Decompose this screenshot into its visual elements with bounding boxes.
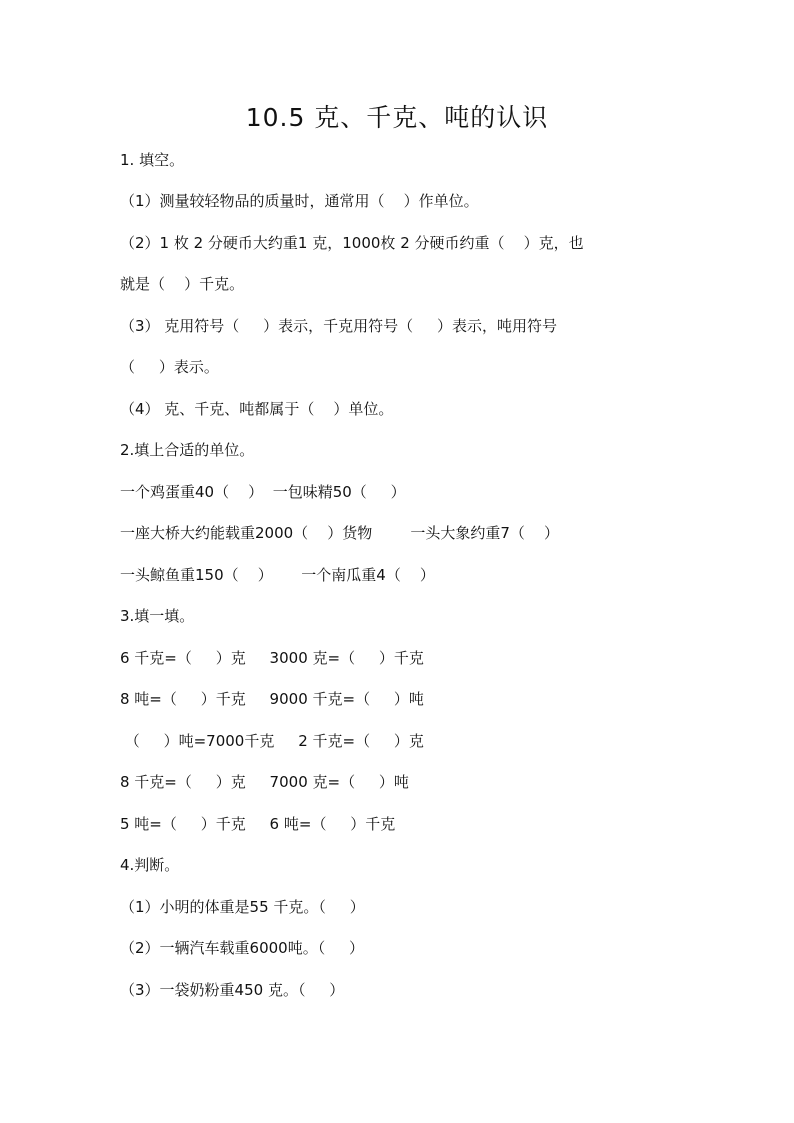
q2-row3: 一头鲸鱼重150（ ） 一个南瓜重4（ ）	[120, 566, 435, 584]
q4-3: （3）一袋奶粉重450 克。（ ）	[120, 981, 345, 999]
q1-4: （4） 克、千克、吨都属于（ ）单位。	[120, 400, 394, 418]
q2-row1: 一个鸡蛋重40（ ） 一包味精50（ ）	[120, 483, 406, 501]
q4-2: （2）一辆汽车载重6000吨。（ ）	[120, 939, 365, 957]
q2-row2: 一座大桥大约能载重2000（ ）货物 一头大象约重7（ ）	[120, 524, 560, 542]
page-title: 10.5 克、千克、吨的认识	[245, 103, 549, 132]
q1-2-line1: （2）1 枚 2 分硬币大约重1 克，1000枚 2 分硬币约重（ ）克，也	[120, 234, 584, 252]
section-4-heading: 4.判断。	[120, 856, 180, 874]
q1-3-line1: （3） 克用符号（ ）表示，千克用符号（ ）表示，吨用符号	[120, 317, 557, 335]
q3-row2: 8 吨=（ ）千克 9000 千克=（ ）吨	[120, 690, 424, 708]
q1-3-line2: （ ）表示。	[120, 358, 219, 376]
section-2-heading: 2.填上合适的单位。	[120, 441, 255, 459]
q1-1: （1）测量较轻物品的质量时，通常用（ ）作单位。	[120, 192, 479, 210]
q1-2-line2: 就是（ ）千克。	[120, 275, 245, 293]
q4-1: （1）小明的体重是55 千克。（ ）	[120, 898, 365, 916]
q3-row3: （ ）吨=7000千克 2 千克=（ ）克	[120, 732, 424, 750]
q3-row1: 6 千克=（ ）克 3000 克=（ ）千克	[120, 649, 424, 667]
q3-row4: 8 千克=（ ）克 7000 克=（ ）吨	[120, 773, 409, 791]
q3-row5: 5 吨=（ ）千克 6 吨=（ ）千克	[120, 815, 396, 833]
section-3-heading: 3.填一填。	[120, 607, 195, 625]
section-1-heading: 1. 填空。	[120, 151, 185, 169]
